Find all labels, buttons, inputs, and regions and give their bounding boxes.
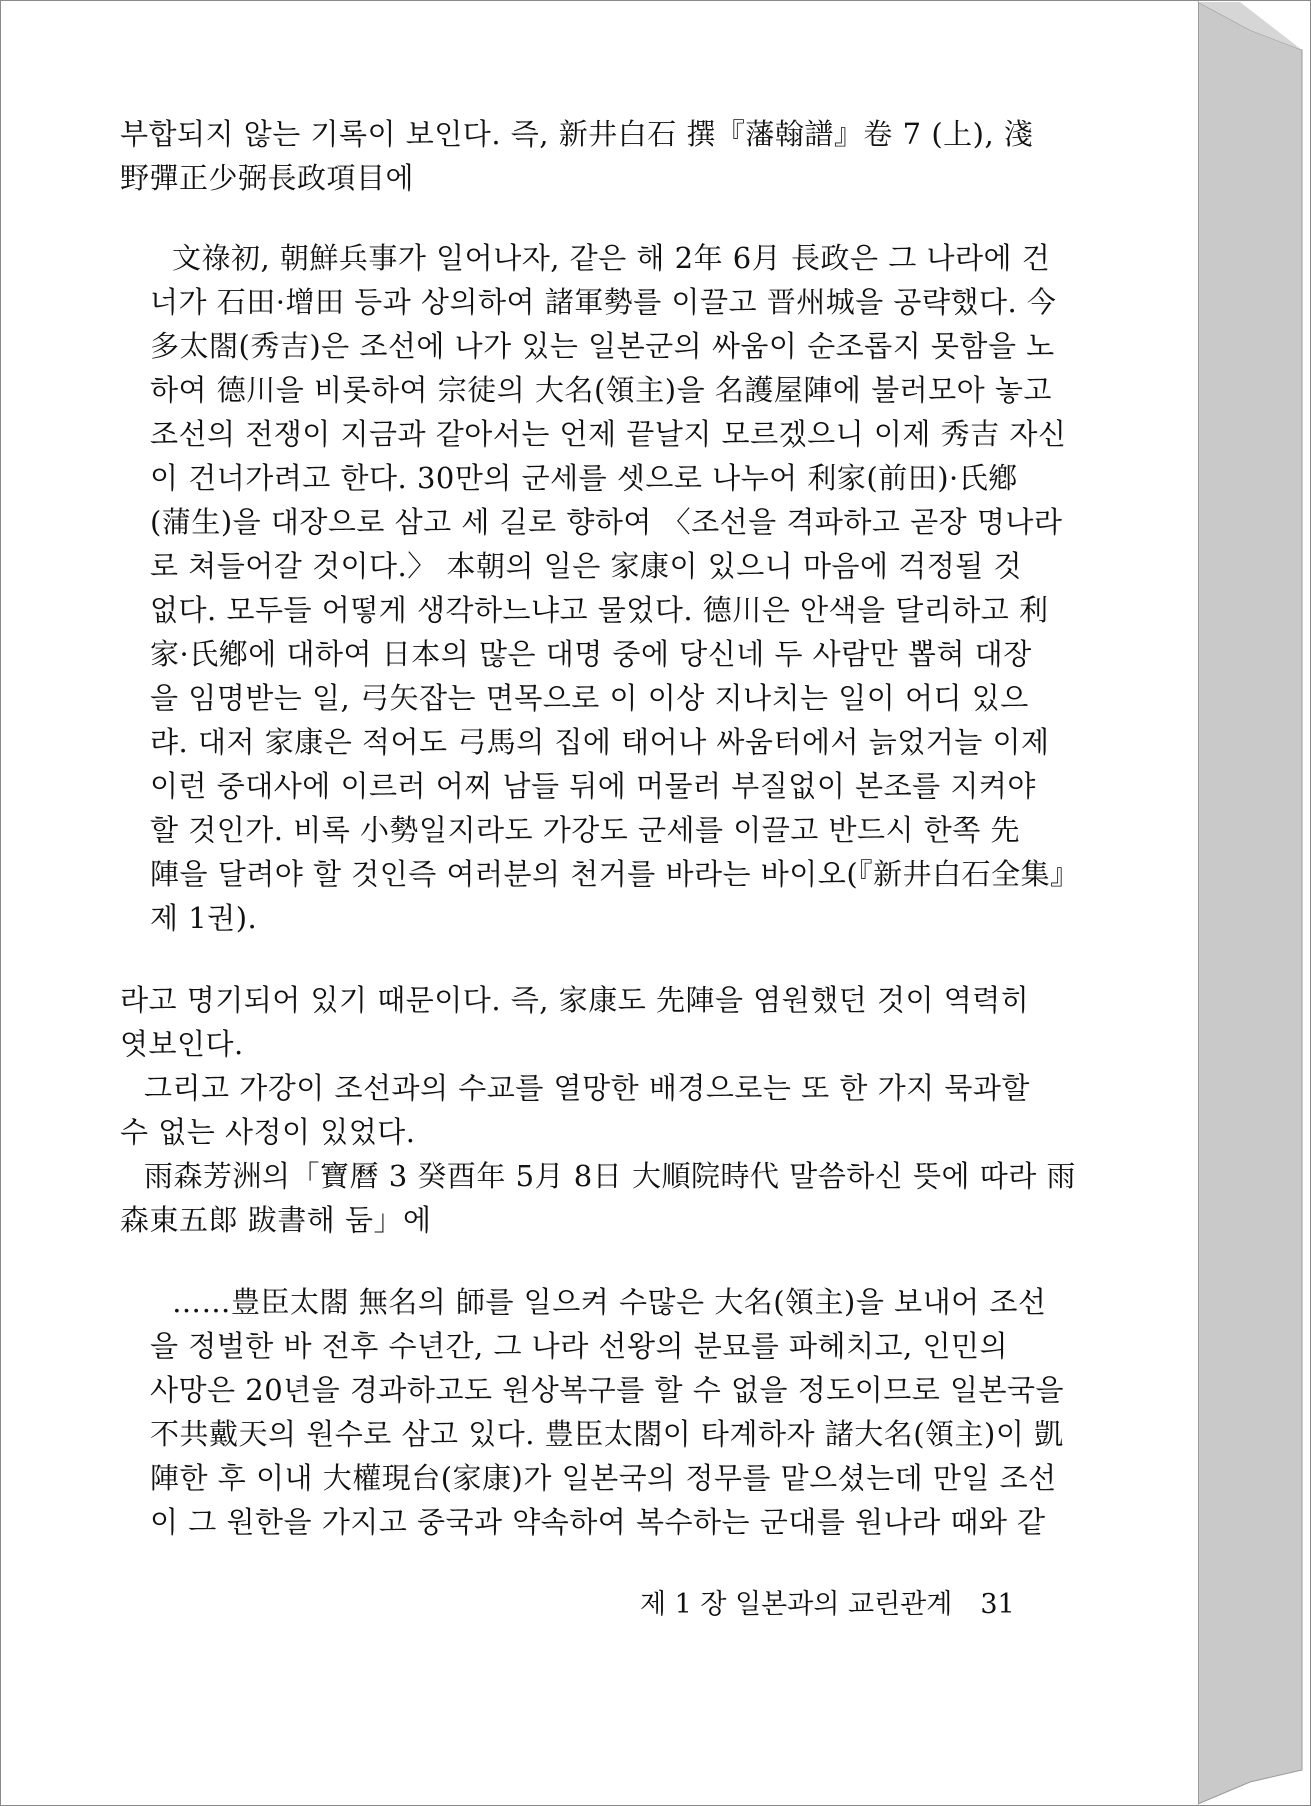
- quote-line: 多太閤(秀吉)은 조선에 나가 있는 일본군의 싸움이 순조롭지 못함을 노: [150, 329, 1055, 363]
- quote-line: 이 그 원한을 가지고 중국과 약속하여 복수하는 군대를 원나라 때와 같: [150, 1505, 1046, 1539]
- paragraph-line: 雨森芳洲의「寶曆 3 癸酉年 5月 8日 大順院時代 말씀하신 뜻에 따라 雨: [144, 1159, 1076, 1193]
- paragraph-line: 수 없는 사정이 있었다.: [120, 1115, 416, 1149]
- paragraph-line: 라고 명기되어 있기 때문이다. 즉, 家康도 先陣을 염원했던 것이 역력히: [120, 983, 1030, 1017]
- quote-line: 을 정벌한 바 전후 수년간, 그 나라 선왕의 분묘를 파헤치고, 인민의: [150, 1329, 1008, 1363]
- paragraph-line: 그리고 가강이 조선과의 수교를 열망한 배경으로는 또 한 가지 묵과할: [144, 1071, 1030, 1105]
- page-footer: [640, 1582, 1015, 1621]
- quote-line: 陣한 후 이내 大權現台(家康)가 일본국의 정무를 맡으셨는데 만일 조선: [150, 1461, 1057, 1495]
- quote-line: ……豊臣太閤 無名의 師를 일으켜 수많은 大名(領主)을 보내어 조선: [172, 1285, 1047, 1319]
- quote-line: 하여 德川을 비롯하여 宗徒의 大名(領主)을 名護屋陣에 불러모아 놓고: [150, 373, 1052, 407]
- quote-line: 이런 중대사에 이르러 어찌 남들 뒤에 머물러 부질없이 본조를 지켜야: [150, 769, 1036, 803]
- paragraph-line: 野彈正少弼長政項目에: [120, 161, 415, 195]
- quote-line: 不共戴天의 원수로 삼고 있다. 豊臣太閤이 타계하자 諸大名(領主)이 凱: [150, 1417, 1064, 1451]
- quote-line: 조선의 전쟁이 지금과 같아서는 언제 끝날지 모르겠으니 이제 秀吉 자신: [150, 417, 1067, 451]
- quote-line: 家·氏鄕에 대하여 日本의 많은 대명 중에 당신네 두 사람만 뽑혀 대장: [150, 637, 1032, 671]
- page-text-block: [120, 112, 1080, 1544]
- quote-line: 없다. 모두들 어떻게 생각하느냐고 물었다. 德川은 안색을 달리하고 利: [150, 593, 1049, 627]
- quote-line: 랴. 대저 家康은 적어도 弓馬의 집에 태어나 싸움터에서 늙었거늘 이제: [150, 725, 1050, 759]
- paragraph-line: 森東五郞 跋書해 둠」에: [120, 1203, 432, 1237]
- quote-line: 로 쳐들어갈 것이다.〉 本朝의 일은 家康이 있으니 마음에 걱정될 것: [150, 549, 1022, 583]
- quote-line: 너가 石田·增田 등과 상의하여 諸軍勢를 이끌고 晋州城을 공략했다. 今: [150, 285, 1057, 319]
- quote-line: 을 임명받는 일, 弓矢잡는 면목으로 이 이상 지나치는 일이 어디 있으: [150, 681, 1029, 715]
- quote-line: 사망은 20년을 경과하고도 원상복구를 할 수 없을 정도이므로 일본국을: [150, 1373, 1065, 1407]
- quote-line: 陣을 달려야 할 것인즉 여러분의 천거를 바라는 바이오(『新井白石全集』: [150, 857, 1080, 891]
- page-number: 31: [980, 1589, 1015, 1620]
- chapter-title: 제 1 장 일본과의 교린관계: [640, 1589, 953, 1620]
- quote-line: 할 것인가. 비록 小勢일지라도 가강도 군세를 이끌고 반드시 한쪽 先: [150, 813, 1021, 847]
- paragraph-line: 부합되지 않는 기록이 보인다. 즉, 新井白石 撰『藩翰譜』卷 7 (上), 淺: [120, 117, 1034, 151]
- paragraph-line: 엿보인다.: [120, 1027, 244, 1061]
- quote-line: 제 1권).: [150, 901, 258, 935]
- quote-line: 이 건너가려고 한다. 30만의 군세를 셋으로 나누어 利家(前田)·氏鄕: [150, 461, 1018, 495]
- quote-line: (蒲生)을 대장으로 삼고 세 길로 향하여 〈조선을 격파하고 곧장 명나라: [150, 505, 1063, 539]
- quote-line: 文祿初, 朝鮮兵事가 일어나자, 같은 해 2年 6月 長政은 그 나라에 건: [172, 241, 1051, 275]
